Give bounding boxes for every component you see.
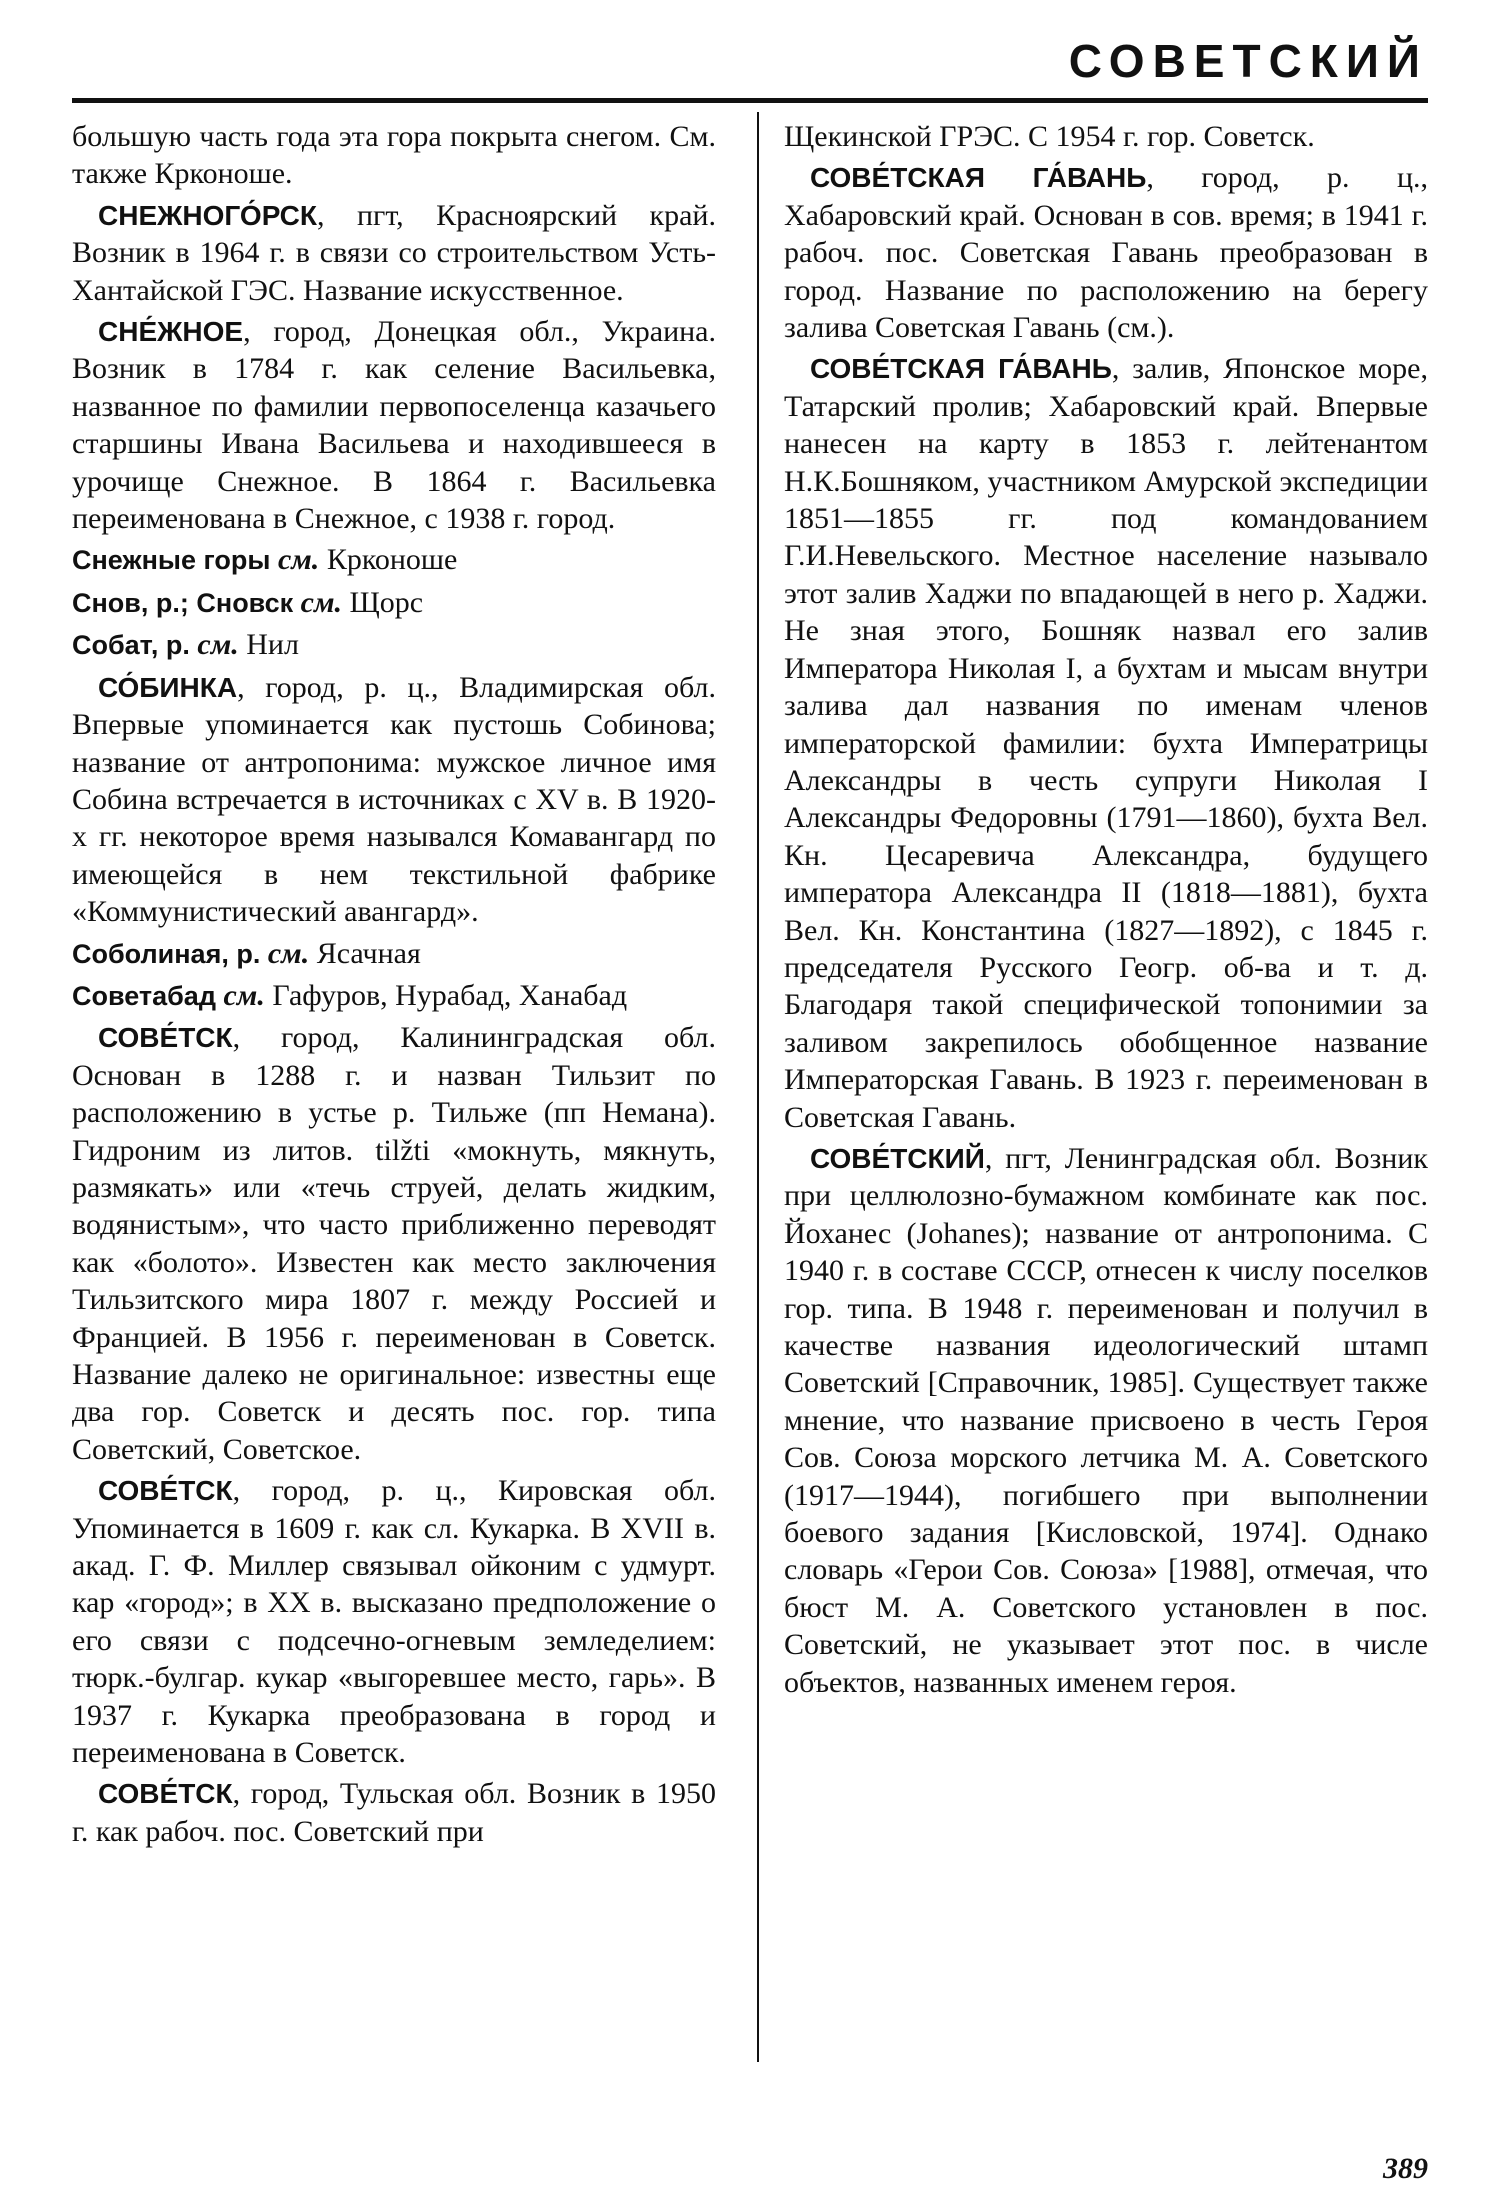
entry-headword: СОВЕ́ТСК xyxy=(98,1022,233,1054)
dictionary-entry xyxy=(72,197,716,309)
reference-target: Нил xyxy=(238,628,299,662)
reference-target: Щорс xyxy=(342,585,424,619)
entry-headword: СОВЕ́ТСК xyxy=(98,1475,233,1507)
right-column xyxy=(784,118,1428,1705)
entry-text: , город, Калининградская обл. Основан в 1288 г. и назван Тильзит по расположению в устье р. Тильже (пп Немана). Гидроним из литов. tilžti «мокнуть, мякнуть, размякать» или «течь струей, делать жидким, водянистым», что часто приближенно переводят как «болото». Известен как место заключения Тильзитского мира 1807 г. между Россией и Францией. В 1956 г. переименован в Советск. Название далеко не оригинальное: известны еще два гор. Советск и десять пос. гор. типа Советский, Советское. xyxy=(72,1021,716,1466)
entry-headword: СОВЕ́ТСКИЙ xyxy=(810,1142,985,1174)
reference-term: Собат, р. xyxy=(72,630,190,661)
see-label: см. xyxy=(270,543,320,577)
dictionary-entry xyxy=(72,1472,716,1771)
entry-headword: СОВЕ́ТСКАЯ ГА́ВАНЬ xyxy=(810,162,1147,194)
reference-term: Соболиная, р. xyxy=(72,938,261,969)
page-number: 389 xyxy=(1383,2152,1428,2185)
entry-continuation: большую часть года эта гора покрыта снегом. См. также Крконоше. xyxy=(72,120,716,191)
dictionary-entry xyxy=(72,669,716,931)
column-divider xyxy=(757,112,759,2062)
reference-target: Гафуров, Нурабад, Ханабад xyxy=(264,978,628,1012)
entry-text: , город, Тульская обл. Возник в 1950 г. как рабоч. пос. Советский при xyxy=(72,1777,716,1848)
dictionary-entry xyxy=(72,1019,716,1468)
dictionary-entry xyxy=(784,159,1428,346)
entry-text: , залив, Японское море, Татарский пролив; Хабаровский край. Впервые нанесен на карту в 1853 г. лейтенантом Н.К.Бошняком, участником Амурской экспедиции 1851—1855 гг. под командованием Г.И.Невельского. Местное население называло этот залив Хаджи по впадающей в него р. Хаджи. Не зная этого, Бошняк назвал его залив Императора Николая I, а бухтам и мысам внутри залива дал названия по именам членов императорской фамилии: бухта Императрицы Александры в честь супруги Николая I Александры Федоровны (1791—1860), бухта Вел. Кн. Цесаревича Александра, будущего императора Александра II (1818—1881), бухта Вел. Кн. Константина (1827—1892), с 1845 г. председателя Русского Геогр. об-ва и т. д. Благодаря такой специфической топонимии за заливом закрепилось обобщенное название Императорская Гавань. В 1923 г. переименован в Советская Гавань. xyxy=(784,352,1428,1134)
dictionary-entry xyxy=(72,1775,716,1850)
dictionary-entry xyxy=(784,350,1428,1136)
see-label: см. xyxy=(293,585,343,619)
entry-text: , пгт, Ленинградская обл. Возник при целлюлозно-бумажном комбинате как пос. Йоханес (Johanes); название от антропонима. С 1940 г. в составе СССР, отнесен к числу поселков гор. типа. В 1948 г. переименован и получил в качестве названия идеологический штамп Советский [Справочник, 1985]. Существует также мнение, что название присвоено в честь Героя Сов. Союза морского летчика М. А. Советского (1917—1944), погибшего при выполнении боевого задания [Кисловской, 1974]. Однако словарь «Герои Сов. Союза» [1988], отмечая, что бюст М. А. Советского установлен в пос. Советский, не указывает этот пос. в числе объектов, названных именем героя. xyxy=(784,1141,1428,1699)
see-label: см. xyxy=(260,936,310,970)
header-rule xyxy=(72,98,1428,103)
entry-text: , город, р. ц., Владимирская обл. Впервые упоминается как пустошь Собинова; название от антропонима: мужское личное имя Собина встречается в источниках с XV в. В 1920-х гг. некоторое время назывался Комавангард по имеющейся в нем текстильной фабрике «Коммунистический авангард». xyxy=(72,670,716,929)
reference-term: Советабад xyxy=(72,980,216,1011)
entry-headword: СО́БИНКА xyxy=(98,671,238,703)
cross-reference xyxy=(72,541,716,579)
entry-text: , город, р. ц., Кировская обл. Упоминается в 1609 г. как сл. Кукарка. В XVII в. акад. Г. Ф. Миллер связывал ойконим с удмурт. кар «город»; в XX в. высказано предположение о его связи с подсечно-огневым земледелием: тюрк.-булгар. кукар «выгоревшее место, гарь». В 1937 г. Кукарка преобразована в город и переименована в Советск. xyxy=(72,1474,716,1770)
cross-reference xyxy=(72,935,716,973)
dictionary-entry xyxy=(72,313,716,537)
entry-headword: СОВЕ́ТСК xyxy=(98,1778,233,1810)
running-head: СОВЕТСКИЙ xyxy=(1068,35,1428,87)
see-label: см. xyxy=(189,628,239,662)
reference-term: Снежные горы xyxy=(72,545,271,576)
entry-text: , пгт, Красноярский край. Возник в 1964 г. в связи со строительством Усть-Хантайской ГЭС. Название искусственное. xyxy=(72,198,716,307)
reference-target: Ясачная xyxy=(309,936,421,970)
dictionary-entry xyxy=(784,1140,1428,1701)
cross-reference xyxy=(72,626,716,664)
reference-term: Снов, р.; Сновск xyxy=(72,587,294,618)
reference-target: Крконоше xyxy=(319,543,458,577)
entry-continuation: Щекинской ГРЭС. С 1954 г. гор. Советск. xyxy=(784,120,1315,153)
entry-text: , город, Донецкая обл., Украина. Возник в 1784 г. как селение Васильевка, названное по фамилии первопоселенца казачьего старшины Ивана Васильева и находившееся в урочище Снежное. В 1864 г. Васильевка переименована в Снежное, с 1938 г. город. xyxy=(72,315,716,536)
cross-reference xyxy=(72,584,716,622)
see-label: см. xyxy=(215,978,265,1012)
entry-headword: СНЕ́ЖНОЕ xyxy=(98,316,244,348)
left-column xyxy=(72,118,716,1854)
entry-headword: СНЕЖНОГО́РСК xyxy=(98,199,317,231)
entry-text: , город, р. ц., Хабаровский край. Основан в сов. время; в 1941 г. рабоч. пос. Советская Гавань преобразован в город. Название по расположению на берегу залива Советская Гавань (см.). xyxy=(784,161,1428,345)
entry-headword: СОВЕ́ТСКАЯ ГА́ВАНЬ xyxy=(810,353,1112,385)
cross-reference xyxy=(72,977,716,1015)
